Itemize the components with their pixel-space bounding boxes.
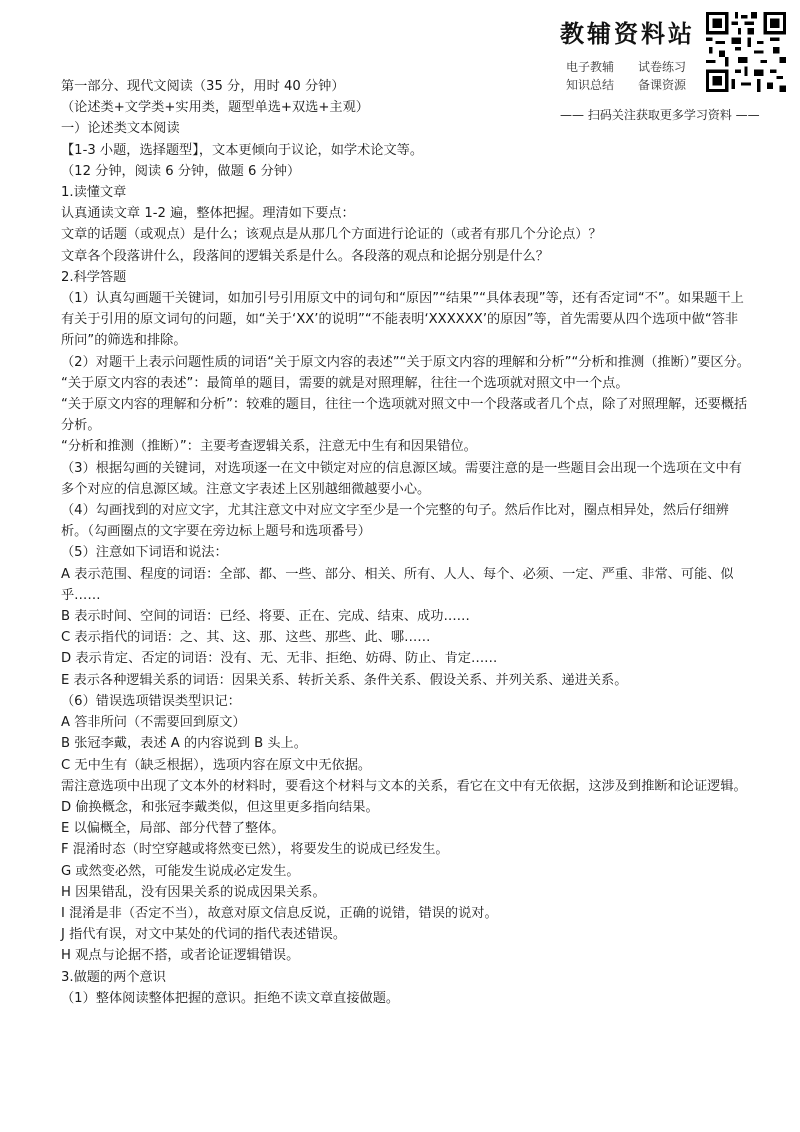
doc-line: H 观点与论据不搭，或者论证逻辑错误。 (61, 948, 300, 964)
doc-line: I 混淆是非（否定不当），故意对原文信息反说，正确的说错，错误的说对。 (61, 905, 498, 921)
doc-line: G 或然变必然，可能发生说成必定发生。 (61, 863, 300, 879)
doc-line: H 因果错乱，没有因果关系的说成因果关系。 (61, 884, 326, 900)
doc-line: 文章的话题（或观点）是什么；该观点是从那几个方面进行论证的（或者有那几个分论点）？ (61, 227, 602, 243)
doc-line: 认真通读文章 1-2 遍，整体把握。理清如下要点： (61, 206, 355, 222)
doc-line: E 以偏概全，局部、部分代替了整体。 (61, 821, 285, 837)
doc-line: D 表示肯定、否定的词语：没有、无、无非、拒绝、妨碍、防止、肯定…… (61, 651, 498, 667)
doc-line: A 答非所问（不需要回到原文） (61, 715, 246, 731)
doc-line: 第一部分、现代文阅读（35 分，用时 40 分钟） (61, 79, 345, 94)
doc-line: 需注意选项中出现了文本外的材料时，要看这个材料与文本的关系，看它在文中有无依据，这涉及到推断和论证逻辑。 (61, 778, 747, 794)
doc-line: C 无中生有（缺乏根据），选项内容在原文中无依据。 (61, 757, 372, 773)
doc-line: B 表示时间、空间的词语：已经、将要、正在、完成、结束、成功…… (61, 609, 470, 625)
doc-line: “关于原文内容的理解和分析”：较难的题目，往往一个选项就对照文中一个段落或者几个点，除了对照理解，还要概括分析。 (61, 397, 748, 434)
doc-line: （4）勾画找到的对应文字，尤其注意文中对应文字至少是一个完整的句子。然后作比对，圈点相异处，然后仔细辨析。（勾画圈点的文字要在旁边标上题号和选项番号） (61, 503, 729, 540)
doc-line: C 表示指代的词语：之、其、这、那、这些、那些、此、哪…… (61, 630, 431, 646)
doc-line: （论述类+文学类+实用类，题型单选+双选+主观） (61, 100, 369, 116)
brand-link[interactable]: 知识总结 (566, 78, 615, 92)
doc-line: （1）认真勾画题干关键词，如加引号引用原文中的词句和“原因”“结果”“具体表现”等，还有否定词“不”。如果题干上有关于引用的原文词句的问题，如“关于‘XX’的说明”“不能表明‘XXXXXX’的原因”等，首先需要从四个选项中做“答非所问”的筛选和排除。 (61, 291, 744, 349)
doc-line: （3）根据勾画的关键词，对选项逐一在文中锁定对应的信息源区域。需要注意的是一些题目会出现一个选项在文中有多个对应的信息源区域。注意文字表述上区别越细微越要小心。 (61, 460, 742, 497)
doc-line: 2.科学答题 (61, 269, 127, 285)
doc-line: 一）论述类文本阅读 (61, 121, 180, 137)
document-body (61, 76, 751, 1009)
doc-line: 1.读懂文章 (61, 185, 127, 201)
doc-line: 文章各个段落讲什么，段落间的逻辑关系是什么。各段落的观点和论据分别是什么？ (61, 248, 549, 264)
doc-line: （2）对题干上表示问题性质的词语“关于原文内容的表述”“关于原文内容的理解和分析”“分析和推测（推断）”要区分。 (61, 354, 750, 370)
doc-line: 【1-3 小题，选择题型】，文本更倾向于议论，如学术论文等。 (61, 142, 424, 158)
tagline: —— 扫码关注获取更多学习资料 —— (560, 108, 760, 122)
doc-line: （5）注意如下词语和说法： (61, 545, 228, 561)
doc-line: （12 分钟，阅读 6 分钟，做题 6 分钟） (61, 163, 301, 179)
doc-line: 3.做题的两个意识 (61, 969, 166, 985)
doc-line: A 表示范围、程度的词语：全部、都、一些、部分、相关、所有、人人、每个、必须、一定、严重、非常、可能、似乎…… (61, 566, 734, 603)
doc-line: “关于原文内容的表述”：最简单的题目，需要的就是对照理解，往往一个选项就对照文中一个点。 (61, 375, 629, 391)
brand-title: 教辅资料站 (560, 20, 695, 48)
brand-link[interactable]: 备课资源 (638, 78, 687, 92)
doc-line: E 表示各种逻辑关系的词语：因果关系、转折关系、条件关系、假设关系、并列关系、递进关系。 (61, 672, 628, 688)
brand-link[interactable]: 试卷练习 (638, 60, 687, 74)
doc-line: （1）整体阅读整体把握的意识。拒绝不读文章直接做题。 (61, 990, 400, 1006)
doc-line: B 张冠李戴，表述 A 的内容说到 B 头上。 (61, 736, 307, 752)
brand-link[interactable]: 电子教辅 (566, 60, 615, 74)
doc-line: （6）错误选项错误类型识记： (61, 693, 241, 709)
doc-line: F 混淆时态（时空穿越或将然变已然），将要发生的说成已经发生。 (61, 842, 449, 858)
doc-line: J 指代有误，对文中某处的代词的指代表述错误。 (61, 927, 347, 943)
doc-line: D 偷换概念，和张冠李戴类似，但这里更多指向结果。 (61, 799, 379, 815)
doc-line: “分析和推测（推断）”：主要考查逻辑关系，注意无中生有和因果错位。 (61, 439, 477, 455)
